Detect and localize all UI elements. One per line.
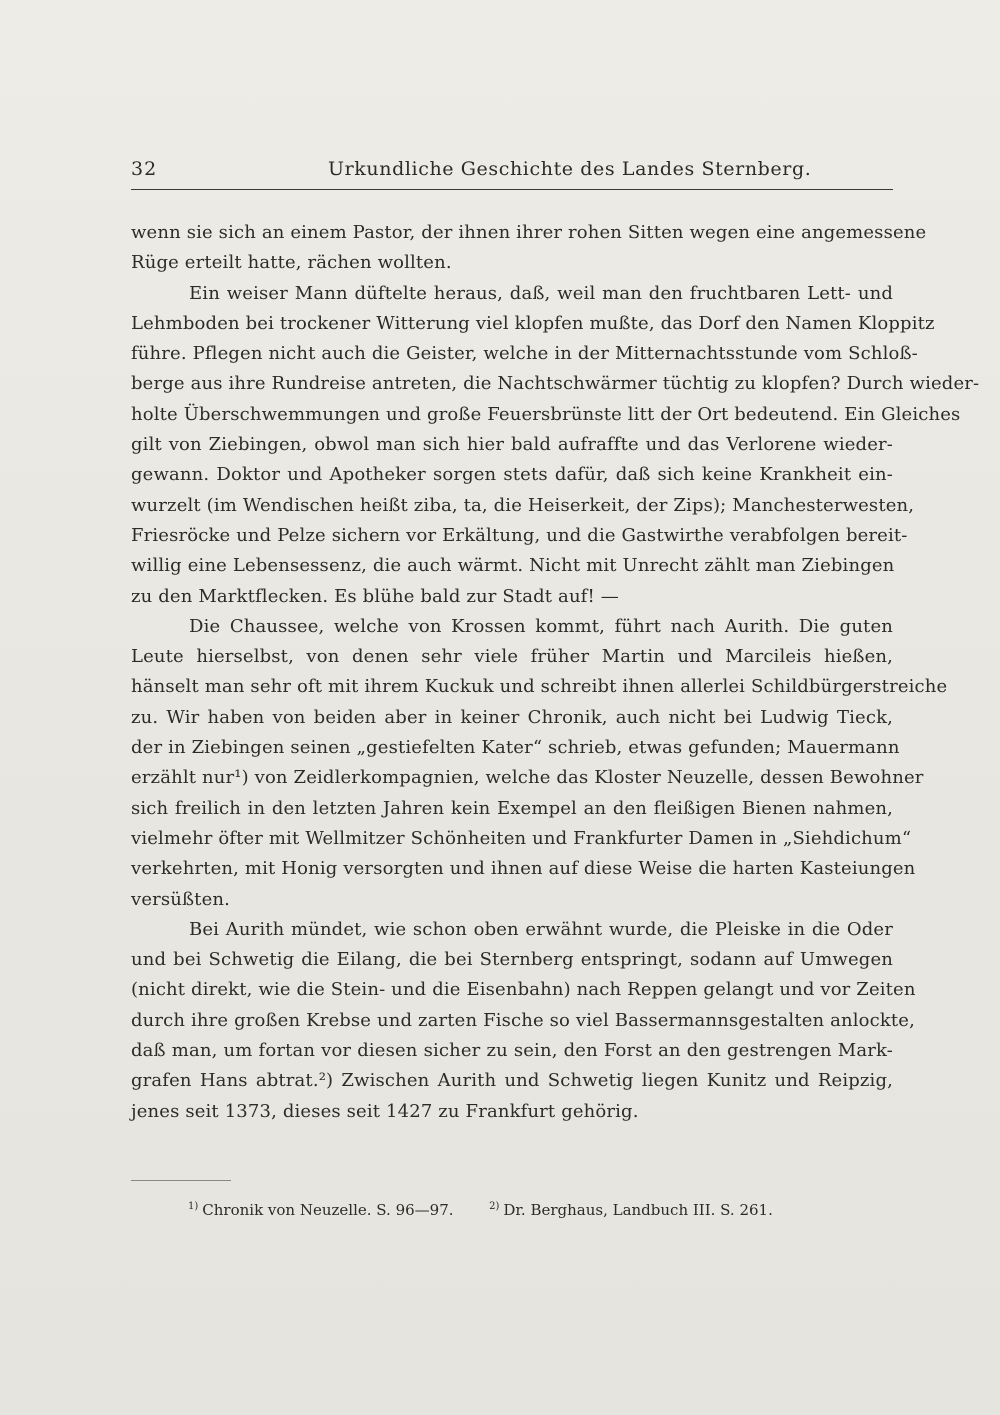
- body-text: [131, 218, 980, 1127]
- footnotes: [188, 1196, 848, 1221]
- text-line: gilt von Ziebingen, obwol man sich hier bald aufraffte und das Verlorene wieder-: [131, 434, 893, 456]
- text-line: Leute hierselbst, von denen sehr viele früher Martin und Marcileis hießen,: [131, 646, 893, 668]
- text-line: grafen Hans abtrat.²) Zwischen Aurith und Schwetig liegen Kunitz und Reipzig,: [131, 1070, 893, 1092]
- page-number: 32: [131, 158, 158, 180]
- footnote-2: [489, 1201, 773, 1219]
- footnote-text: Chronik von Neuzelle. S. 96—97.: [202, 1201, 454, 1219]
- text-line: wenn sie sich an einem Pastor, der ihnen ihrer rohen Sitten wegen eine angemessene: [131, 222, 927, 243]
- text-line: vielmehr öfter mit Wellmitzer Schönheiten und Frankfurter Damen in „Siehdichum“: [131, 827, 912, 849]
- header-rule: [131, 189, 893, 190]
- text-line: (nicht direkt, wie die Stein- und die Eisenbahn) nach Reppen gelangt und vor Zeiten: [131, 979, 916, 1001]
- text-line: durch ihre großen Krebse und zarten Fische so viel Bassermannsgestalten anlockte,: [131, 1009, 915, 1031]
- page-header: [131, 158, 893, 188]
- text-line: Rüge erteilt hatte, rächen wollten.: [131, 252, 452, 274]
- footnote-mark: 1): [188, 1201, 199, 1212]
- text-line: sich freilich in den letzten Jahren kein Exempel an den fleißigen Bienen nahmen,: [131, 797, 893, 819]
- text-line: Bei Aurith mündet, wie schon oben erwähnt wurde, die Pleiske in die Oder: [189, 918, 893, 940]
- text-line: Ein weiser Mann düftelte heraus, daß, weil man den fruchtbaren Lett- und: [189, 282, 893, 304]
- text-line: erzählt nur¹) von Zeidlerkompagnien, welche das Kloster Neuzelle, dessen Bewohner: [131, 767, 924, 789]
- running-title: Urkundliche Geschichte des Landes Sternberg.: [328, 158, 812, 180]
- footnote-1: [188, 1201, 458, 1219]
- footnote-text: Dr. Berghaus, Landbuch III. S. 261.: [503, 1201, 773, 1219]
- text-line: berge aus ihre Rundreise antreten, die Nachtschwärmer tüchtig zu klopfen? Durch wieder-: [131, 373, 980, 395]
- footnote-mark: 2): [489, 1201, 500, 1212]
- text-line: und bei Schwetig die Eilang, die bei Sternberg entspringt, sodann auf Umwegen: [131, 949, 893, 971]
- text-line: holte Überschwemmungen und große Feuersbrünste litt der Ort bedeutend. Ein Gleiches: [131, 403, 961, 425]
- text-line: wurzelt (im Wendischen heißt ziba, ta, die Heiserkeit, der Zips); Manchesterwesten,: [131, 494, 915, 516]
- text-line: zu den Marktflecken. Es blühe bald zur Stadt auf! —: [131, 585, 619, 607]
- text-line: zu. Wir haben von beiden aber in keiner Chronik, auch nicht bei Ludwig Tieck,: [131, 706, 893, 728]
- text-line: führe. Pflegen nicht auch die Geister, welche in der Mitternachtsstunde vom Schloß-: [131, 343, 918, 365]
- text-line: der in Ziebingen seinen „gestiefelten Kater“ schrieb, etwas gefunden; Mauermann: [131, 737, 900, 759]
- text-line: hänselt man sehr oft mit ihrem Kuckuk und schreibt ihnen allerlei Schildbürgerstreiche: [131, 676, 948, 698]
- text-line: Die Chaussee, welche von Krossen kommt, führt nach Aurith. Die guten: [189, 615, 893, 637]
- text-line: willig eine Lebensessenz, die auch wärmt. Nicht mit Unrecht zählt man Ziebingen: [131, 555, 895, 577]
- text-line: versüßten.: [131, 888, 230, 910]
- text-line: jenes seit 1373, dieses seit 1427 zu Frankfurt gehörig.: [131, 1100, 639, 1122]
- footnote-rule: [131, 1180, 231, 1181]
- text-line: gewann. Doktor und Apotheker sorgen stets dafür, daß sich keine Krankheit ein-: [131, 464, 893, 486]
- text-line: Lehmboden bei trockener Witterung viel klopfen mußte, das Dorf den Namen Kloppitz: [131, 312, 935, 334]
- text-line: verkehrten, mit Honig versorgten und ihnen auf diese Weise die harten Kasteiungen: [131, 858, 916, 880]
- text-line: daß man, um fortan vor diesen sicher zu sein, den Forst an den gestrengen Mark-: [131, 1040, 893, 1062]
- text-line: Friesröcke und Pelze sichern vor Erkältung, und die Gastwirthe verabfolgen bereit-: [131, 524, 908, 546]
